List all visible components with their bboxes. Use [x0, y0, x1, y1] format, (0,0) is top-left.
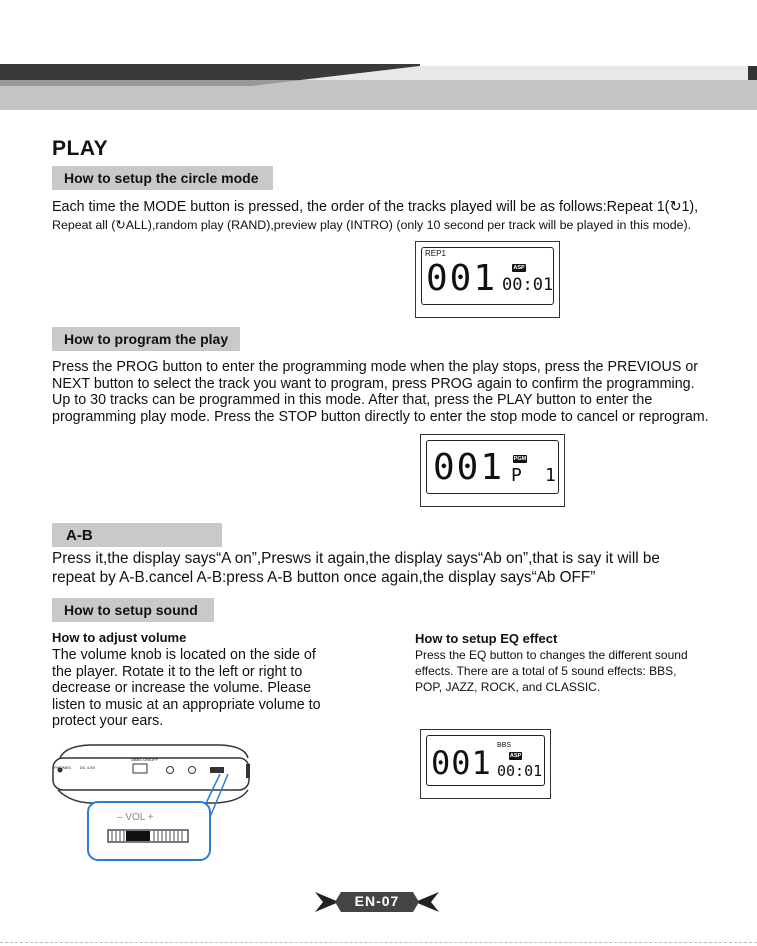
circle-mode-line2-rest: ALL),random play (RAND),preview play (INTRO) (only 10 second per track will be played in this mode).: [125, 218, 692, 232]
dbbs-label: DBBS ON/OFF: [131, 757, 159, 762]
prog-label: P: [511, 465, 522, 486]
header-banner: [0, 60, 757, 112]
display-time: 00:01: [497, 762, 543, 780]
display-digits: 001: [433, 447, 505, 488]
volume-line: The volume knob is located on the side of: [52, 647, 316, 663]
ab-text: [52, 549, 752, 587]
volume-text: [52, 647, 352, 730]
volume-line: decrease or increase the volume. Please: [52, 680, 312, 696]
page-number: EN-07: [354, 893, 400, 909]
section-header-sound: How to setup sound: [52, 598, 214, 622]
program-text: [52, 359, 752, 425]
volume-knob-label: – VOL +: [117, 812, 154, 823]
eq-line: POP, JAZZ, ROCK, and CLASSIC.: [415, 680, 601, 694]
section-header-ab: A-B: [52, 523, 222, 547]
repeat-icon: ↻: [669, 199, 682, 215]
ab-line: repeat by A-B.cancel A-B:press A-B button once again,the display says“Ab OFF”: [52, 569, 596, 586]
circle-mode-line2-start: Repeat all (: [52, 218, 116, 232]
page-title: PLAY: [52, 137, 109, 160]
eq-text: [415, 647, 745, 695]
circle-mode-line1-end: 1),: [681, 199, 699, 215]
lcd-display-eq: [420, 729, 551, 799]
repeat-icon: ↻: [115, 218, 126, 232]
eq-line: effects. There are a total of 5 sound effects: BBS,: [415, 664, 677, 678]
phones-label: PHONES: [54, 765, 71, 770]
asp-badge: ASP: [513, 265, 525, 271]
pgm-badge: PGM: [513, 456, 527, 462]
dc-label: DC 4.5V: [80, 765, 96, 770]
program-line: Up to 30 tracks can be programmed in this mode. After that, press the PLAY button to enter the: [52, 392, 653, 408]
prog-number: 1: [545, 465, 556, 486]
program-line: NEXT button to select the track you want to program, press PROG again to confirm the programming.: [52, 375, 695, 392]
circle-mode-text: [52, 199, 752, 216]
display-time: 00:01: [502, 275, 554, 295]
display-indicator: BBS: [497, 742, 512, 749]
display-digits: 001: [426, 258, 498, 299]
volume-title: How to adjust volume: [52, 630, 187, 645]
asp-badge: ASP: [509, 753, 522, 759]
circle-mode-text-2: [52, 217, 752, 233]
program-line: Press the PROG button to enter the programming mode when the play stops, press the PREVIOUS or: [52, 359, 699, 375]
volume-line: protect your ears.: [52, 713, 164, 729]
section-header-program: How to program the play: [52, 327, 240, 351]
lcd-display-repeat: [415, 241, 560, 318]
lcd-display-program: [420, 434, 565, 507]
volume-line: the player. Rotate it to the left or right to: [52, 663, 303, 680]
section-header-circle-mode: How to setup the circle mode: [52, 166, 273, 190]
bottom-divider: [0, 942, 757, 944]
volume-line: listen to music at an appropriate volume to: [52, 696, 321, 713]
program-line: programming play mode. Press the STOP button directly to enter the stop mode to cancel or reprogram.: [52, 408, 709, 425]
ab-line: Press it,the display says“A on”,Presws it again,the display says“Ab on”,that is say it will be: [52, 550, 660, 567]
circle-mode-line1: Each time the MODE button is pressed, the order of the tracks played will be as follows:Repeat 1(: [52, 199, 670, 215]
display-digits: 001: [431, 744, 492, 782]
eq-line: Press the EQ button to changes the different sound: [415, 648, 688, 662]
display-indicator: REP1: [425, 249, 446, 258]
eq-title: How to setup EQ effect: [415, 631, 558, 646]
